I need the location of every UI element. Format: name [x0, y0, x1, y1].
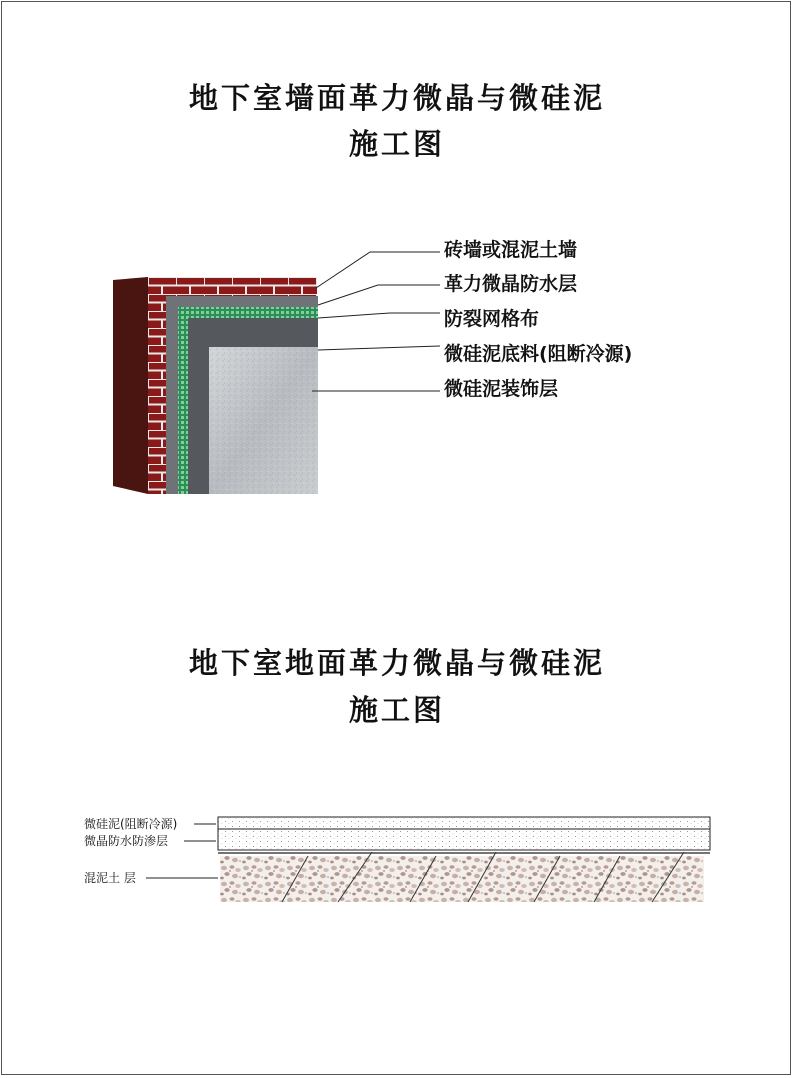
floor-title-line1: 地下室地面革力微晶与微硅泥 — [188, 646, 605, 680]
floor-label-concrete: 混泥土 层 — [84, 871, 136, 885]
floor-label-micro-silicon: 微硅泥(阻断冷源) — [84, 817, 178, 831]
floor-label-waterproof: 微晶防水防渗层 — [84, 834, 169, 848]
label-finish-layer: 微硅泥装饰层 — [444, 378, 559, 400]
label-mesh-layer: 防裂网格布 — [444, 308, 540, 330]
label-brick-wall: 砖墙或混泥土墙 — [444, 239, 578, 261]
floor-title-line2: 施工图 — [348, 693, 445, 727]
label-waterproof-layer: 革力微晶防水层 — [444, 273, 578, 295]
wall-title-line1: 地下室墙面革力微晶与微硅泥 — [188, 81, 605, 115]
wall-title-line2: 施工图 — [348, 127, 445, 161]
label-base-coat: 微硅泥底料(阻断冷源) — [444, 343, 633, 365]
floor-concrete-layer — [220, 856, 704, 902]
